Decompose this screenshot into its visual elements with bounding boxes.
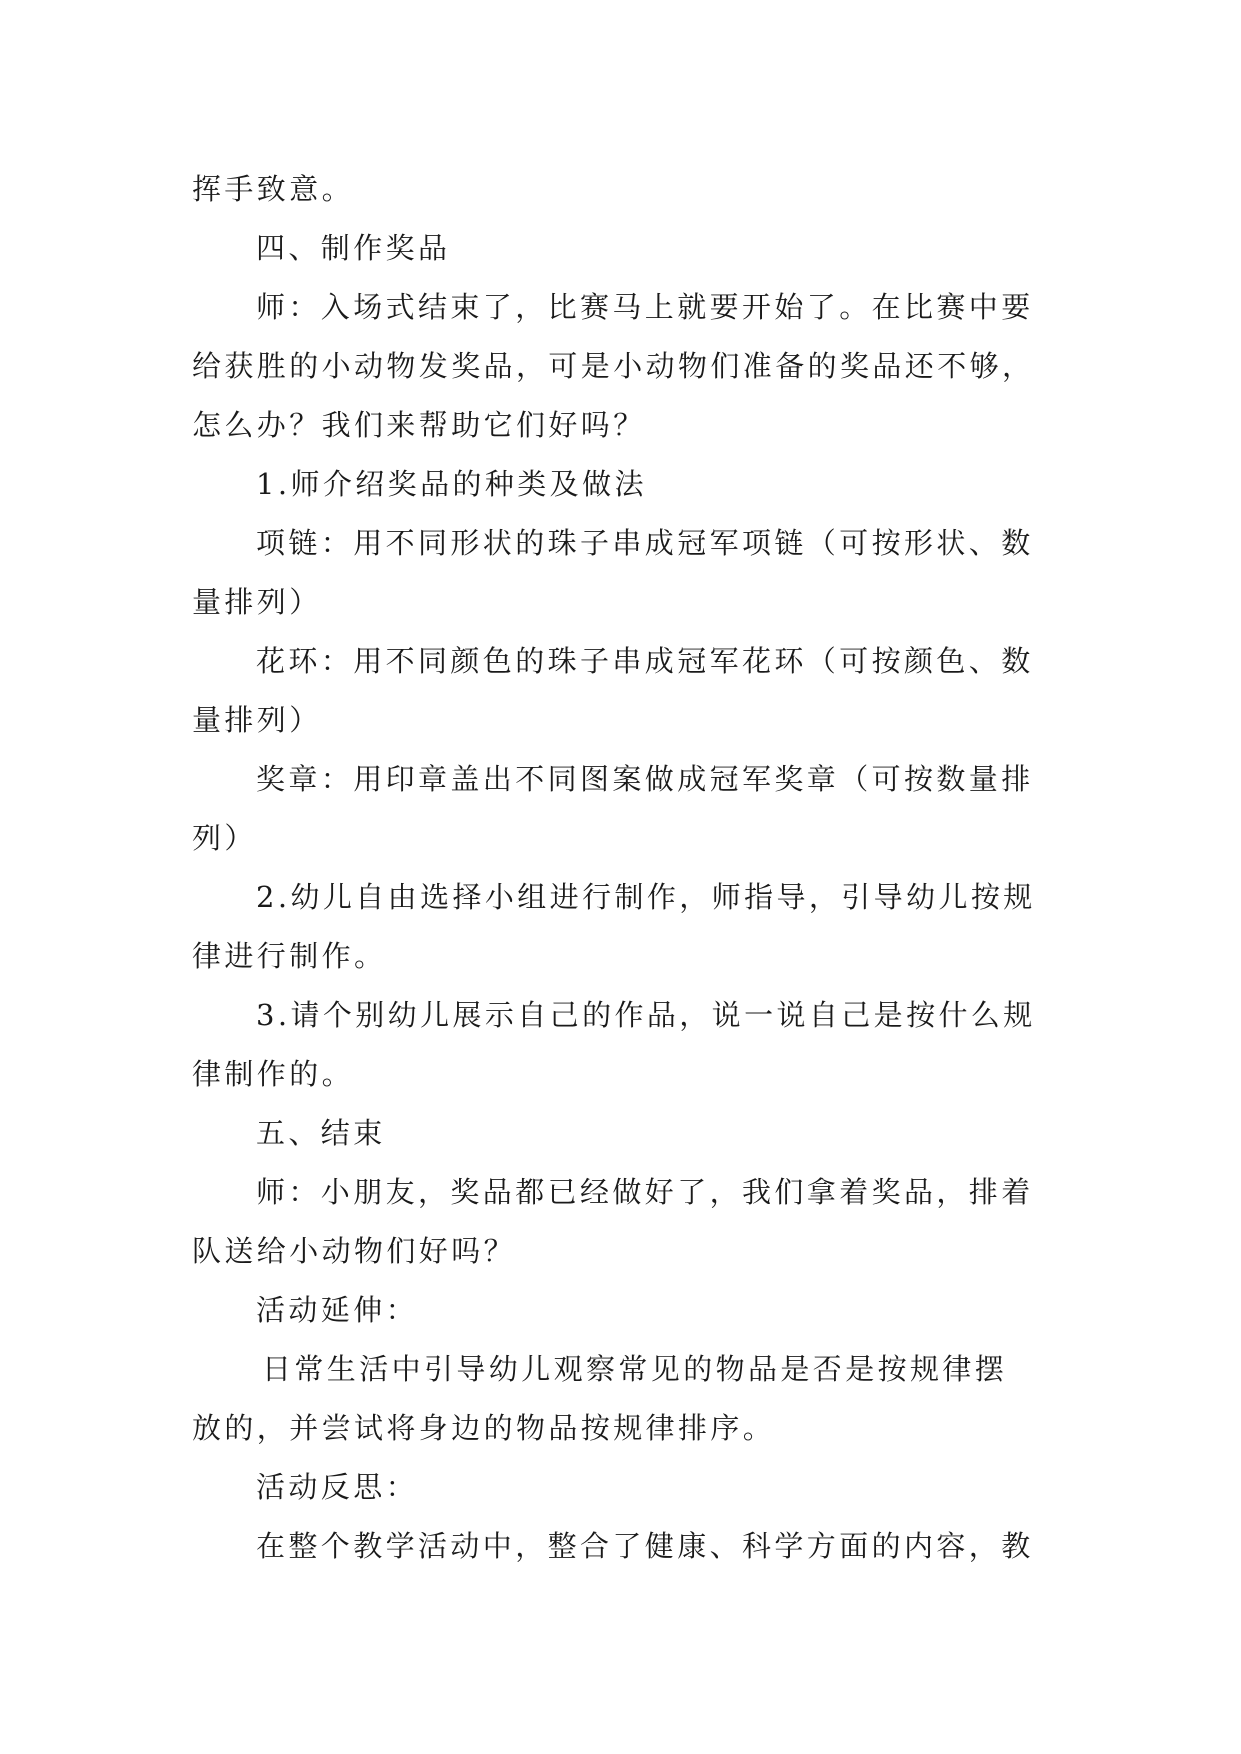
section-heading: 四、制作奖品 [256,231,451,265]
text-line: 项链：用不同形状的珠子串成冠军项链（可按形状、数 [256,526,1034,560]
text-line: 队送给小动物们好吗？ [192,1234,517,1268]
text-line: 师：小朋友，奖品都已经做好了，我们拿着奖品，排着 [256,1175,1034,1209]
document-page [192,160,1052,1576]
section-heading: 活动反思： [256,1470,419,1504]
section-heading: 活动延伸： [256,1293,419,1327]
text-line: 律制作的。 [192,1057,355,1091]
list-item-heading: 1.师介绍奖品的种类及做法 [256,467,647,501]
text-line: 量排列） [192,585,322,619]
text-line: 3.请个别幼儿展示自己的作品，说一说自己是按什么规 [256,998,1036,1032]
text-line: 奖章：用印章盖出不同图案做成冠军奖章（可按数量排 [256,762,1034,796]
text-line: 日常生活中引导幼儿观察常见的物品是否是按规律摆 [262,1352,1008,1386]
text-line: 挥手致意。 [192,172,355,206]
text-line: 列） [192,821,257,855]
text-line: 律进行制作。 [192,939,387,973]
text-line: 放的，并尝试将身边的物品按规律排序。 [192,1411,776,1445]
text-line: 2.幼儿自由选择小组进行制作，师指导，引导幼儿按规 [256,880,1036,914]
section-heading: 五、结束 [256,1116,386,1150]
text-line: 师：入场式结束了，比赛马上就要开始了。在比赛中要 [256,290,1034,324]
text-line: 怎么办？我们来帮助它们好吗？ [192,408,646,442]
text-line: 在整个教学活动中，整合了健康、科学方面的内容，教 [256,1529,1034,1563]
text-line: 量排列） [192,703,322,737]
text-line: 给获胜的小动物发奖品，可是小动物们准备的奖品还不够， [192,349,1035,383]
text-line: 花环：用不同颜色的珠子串成冠军花环（可按颜色、数 [256,644,1034,678]
